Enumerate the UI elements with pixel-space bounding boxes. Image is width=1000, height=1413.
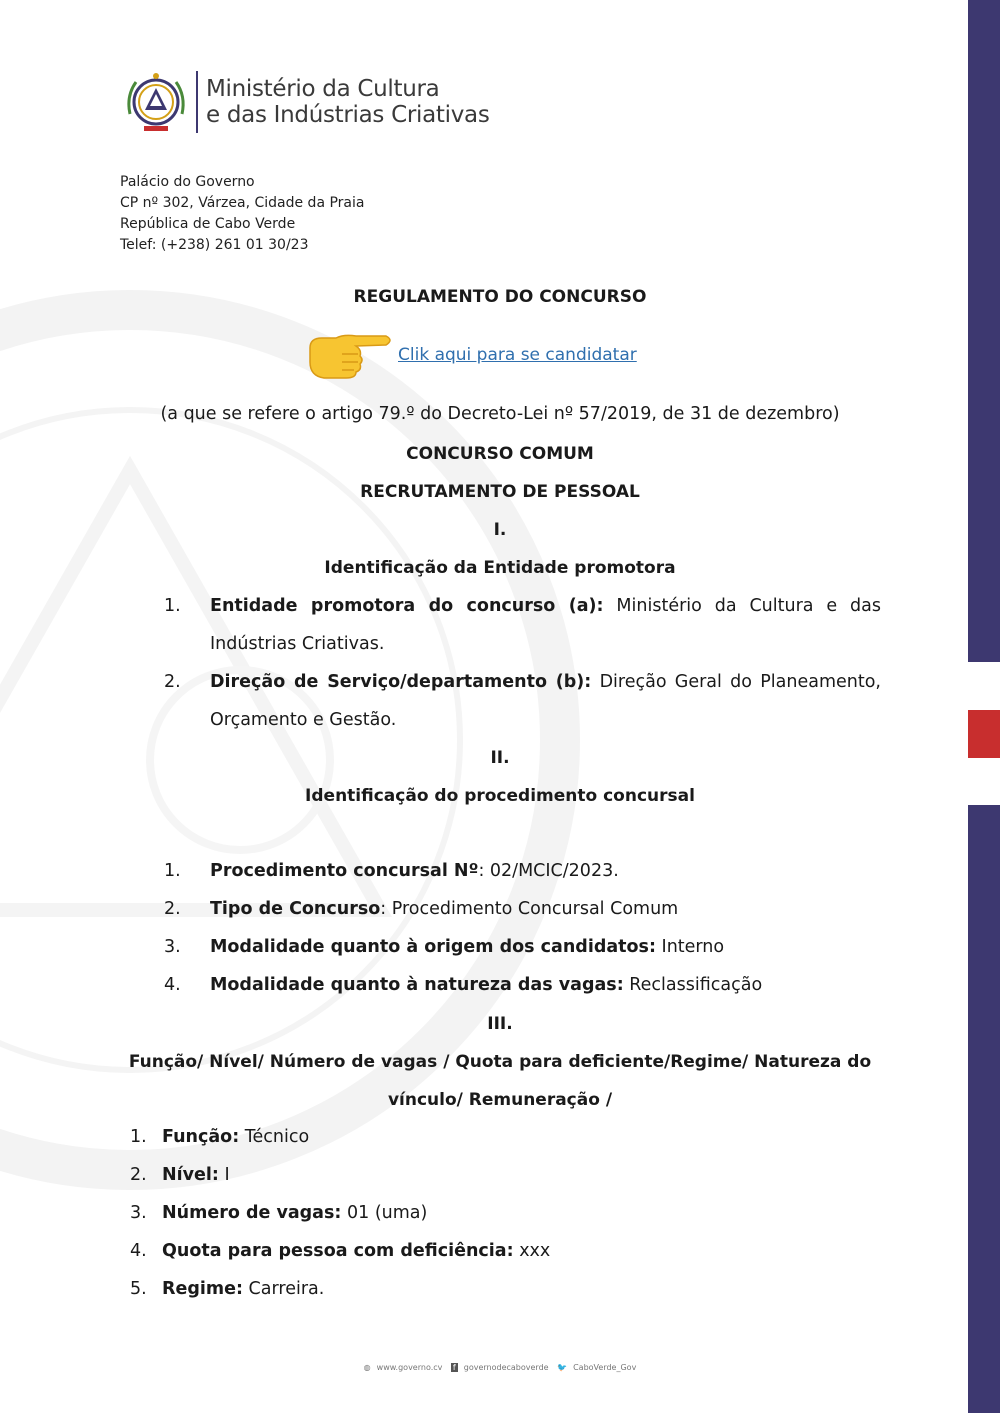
item-label: Procedimento concursal Nº [210, 861, 479, 881]
address-line: República de Cabo Verde [120, 216, 296, 232]
item-number: 4. [130, 1241, 147, 1261]
heading-recrutamento: RECRUTAMENTO DE PESSOAL [360, 482, 640, 502]
item-value: 01 (uma) [341, 1203, 428, 1223]
facebook-icon: f [452, 1363, 456, 1372]
section-numeral: III. [487, 1014, 513, 1034]
item-label: Tipo de Concurso [210, 899, 381, 919]
apply-link[interactable]: Clik aqui para se candidatar [398, 345, 637, 365]
list-item [164, 663, 881, 739]
address-phone: Telef: (+238) 261 01 30/23 [120, 237, 309, 253]
item-value: Carreira. [242, 1279, 325, 1299]
item-value: Reclassificação [623, 975, 763, 995]
item-label: Modalidade quanto à origem dos candidatos: [210, 937, 656, 957]
section-title: Identificação do procedimento concursal [305, 786, 695, 806]
item-number: 3. [130, 1203, 147, 1223]
globe-icon: ◍ [363, 1363, 371, 1372]
section-title-line2: vínculo/ Remuneração / [387, 1090, 613, 1110]
address-block [120, 172, 364, 256]
ministry-name-line2: e das Indústrias Criativas [206, 102, 490, 128]
document-title: REGULAMENTO DO CONCURSO [353, 287, 647, 307]
item-number: 1. [164, 596, 181, 616]
item-value: Direção Geral do Planeamento, Orçamento e Gestão. [210, 672, 881, 730]
coat-of-arms-seal-icon [120, 66, 192, 138]
decree-reference: (a que se refere o artigo 79.º do Decreto-Lei nº 57/2019, de 31 de dezembro) [160, 404, 840, 424]
item-label: Modalidade quanto à natureza das vagas: [210, 975, 624, 995]
item-label: Função: [162, 1127, 240, 1147]
item-number: 4. [164, 975, 181, 995]
section-title: Identificação da Entidade promotora [324, 558, 676, 578]
ministry-name-line1: Ministério da Cultura [206, 76, 440, 102]
address-line: Palácio do Governo [120, 174, 255, 190]
item-value: I [218, 1165, 230, 1185]
apply-link-row[interactable] [306, 330, 637, 380]
item-label: Quota para pessoa com deficiência: [162, 1241, 514, 1261]
ministry-name [206, 76, 490, 128]
page-footer [0, 1363, 1000, 1372]
item-value: : Procedimento Concursal Comum [380, 899, 679, 919]
item-value: xxx [513, 1241, 551, 1261]
list-item [164, 587, 881, 663]
item-value: Ministério da Cultura e das Indústrias Criativas. [210, 596, 881, 654]
item-number: 3. [164, 937, 181, 957]
item-number: 2. [164, 672, 181, 692]
footer-twitter[interactable]: CaboVerde_Gov [573, 1363, 637, 1372]
item-number: 2. [164, 899, 181, 919]
item-number: 1. [130, 1127, 147, 1147]
item-label: Nível: [162, 1165, 219, 1185]
item-number: 2. [130, 1165, 147, 1185]
item-label: Direção de Serviço/departamento (b): [210, 672, 592, 692]
section-numeral: II. [490, 748, 510, 768]
item-value: Interno [655, 937, 725, 957]
section-numeral: I. [493, 520, 507, 540]
item-label: Entidade promotora do concurso (a): [210, 596, 604, 616]
section-title-line1: Função/ Nível/ Número de vagas / Quota para deficiente/Regime/ Natureza do [128, 1052, 872, 1072]
item-label: Regime: [162, 1279, 243, 1299]
item-number: 5. [130, 1279, 147, 1299]
twitter-icon: 🐦 [557, 1363, 568, 1372]
item-value: Técnico [239, 1127, 310, 1147]
ministry-logo [120, 66, 500, 138]
footer-website[interactable]: www.governo.cv [376, 1363, 443, 1372]
item-label: Número de vagas: [162, 1203, 342, 1223]
item-number: 1. [164, 861, 181, 881]
heading-concurso-comum: CONCURSO COMUM [406, 444, 594, 464]
footer-facebook[interactable]: governodecaboverde [463, 1363, 549, 1372]
item-value: : 02/MCIC/2023. [478, 861, 619, 881]
logo-divider [196, 71, 198, 133]
pointing-hand-icon [306, 330, 394, 380]
address-line: CP nº 302, Várzea, Cidade da Praia [120, 195, 365, 211]
